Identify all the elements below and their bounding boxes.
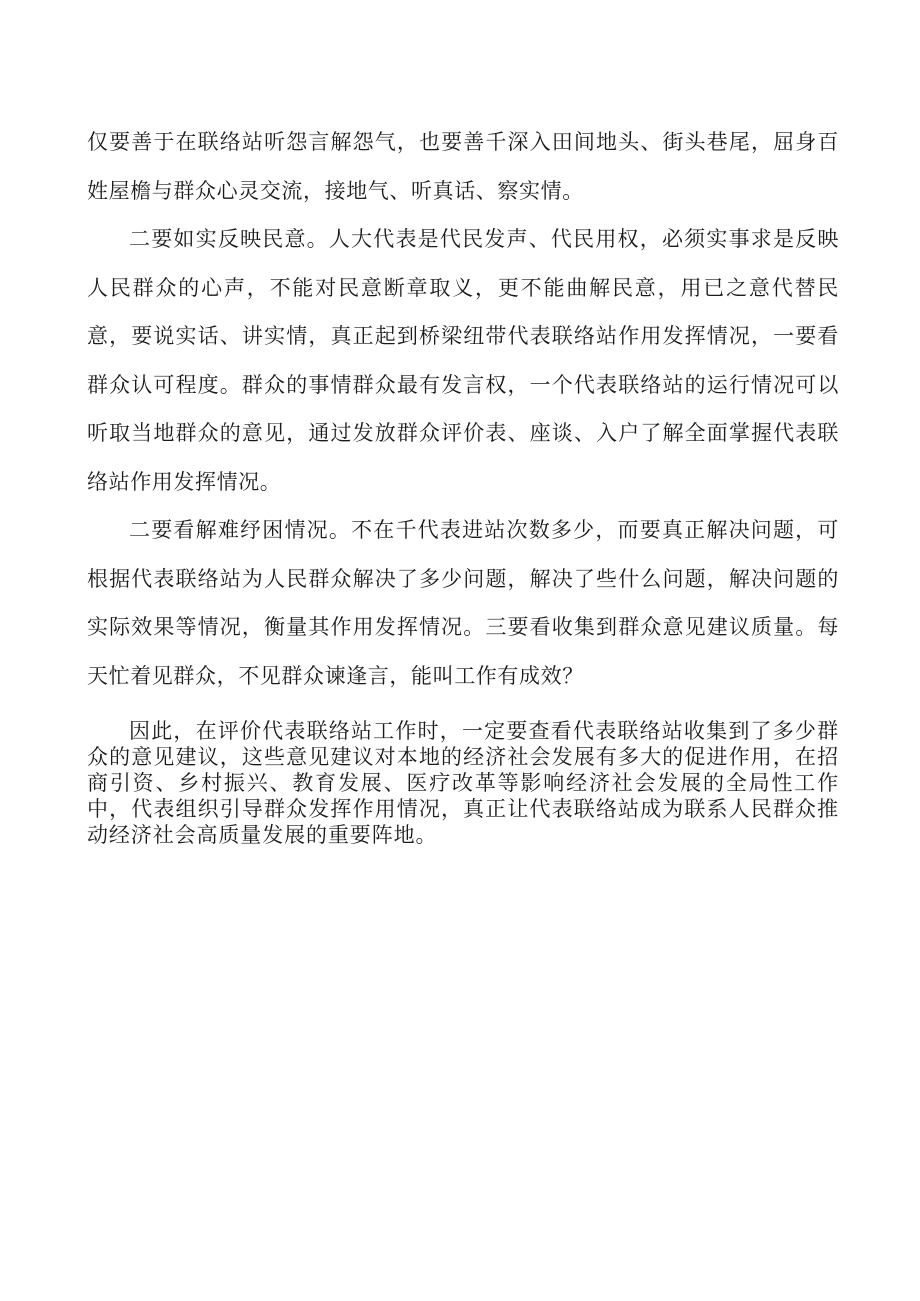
- paragraph-solve-difficulties: 二要看解难纾困情况。不在千代表进站次数多少，而要真正解决问题，可根据代表联络站为人民群众解决了多少问题，解决了些什么问题，解决问题的实际效果等情况，衡量其作用发挥情况。三要看收集到群众意见建议质量。每天忙着见群众，不见群众谏逢言，能叫工作有成效？: [87, 518, 839, 688]
- paragraph-continuation: 仅要善于在联络站听怨言解怨气，也要善千深入田间地头、街头巷尾，屈身百姓屋檐与群众心灵交流，接地气、听真话、察实情。: [87, 130, 839, 203]
- paragraph-conclusion: 因此，在评价代表联络站工作时，一定要查看代表联络站收集到了多少群众的意见建议，这些意见建议对本地的经济社会发展有多大的促进作用，在招商引资、乡村振兴、教育发展、医疗改革等影响经济社会发展的全局性工作中，代表组织引导群众发挥作用情况，真正让代表联络站成为联系人民群众推动经济社会高质量发展的重要阵地。: [87, 719, 839, 847]
- document-page: [87, 118, 839, 848]
- paragraph-reflect-public-opinion: 二要如实反映民意。人大代表是代民发声、代民用权，必须实事求是反映人民群众的心声，不能对民意断章取义，更不能曲解民意，用已之意代替民意，要说实话、讲实情，真正起到桥梁纽带代表联络站作用发挥情况，一要看群众认可程度。群众的事情群众最有发言权，一个代表联络站的运行情况可以听取当地群众的意见，通过发放群众评价表、座谈、入户了解全面掌握代表联络站作用发挥情况。: [87, 227, 839, 494]
